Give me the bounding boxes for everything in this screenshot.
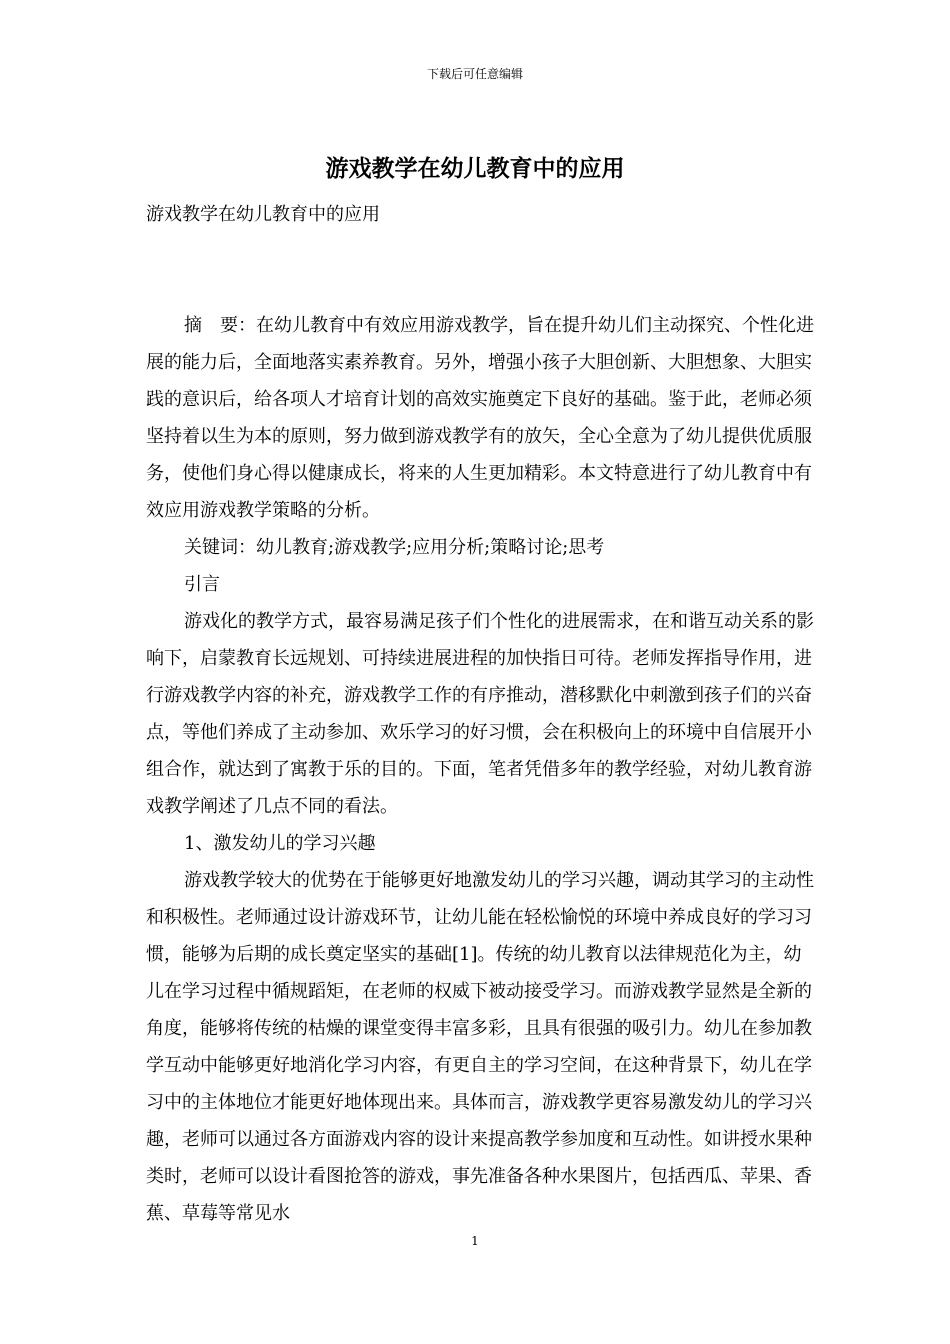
document-body [146,196,814,1232]
subtitle: 游戏教学在幼儿教育中的应用 [146,204,380,225]
section-1-paragraph: 游戏教学较大的优势在于能够更好地激发幼儿的学习兴趣，调动其学习的主动性和积极性。老师通过设计游戏环节，让幼儿能在轻松愉悦的环境中养成良好的学习习惯，能够为后期的成长奠定坚实的基础[1]。传统的幼儿教育以法律规范化为主，幼儿在学习过程中循规蹈矩，在老师的权威下被动接受学习。而游戏教学显然是全新的角度，能够将传统的枯燥的课堂变得丰富多彩，且具有很强的吸引力。幼儿在参加教学互动中能够更好地消化学习内容，有更自主的学习空间，在这种背景下，幼儿在学习中的主体地位才能更好地体现出来。具体而言，游戏教学更容易激发幼儿的学习兴趣，老师可以通过各方面游戏内容的设计来提高教学参加度和互动性。如讲授水果种类时，老师可以设计看图抢答的游戏，事先准备各种水果图片，包括西瓜、苹果、香蕉、草莓等常见水 [146,870,814,1224]
page-number: 1 [471,1234,479,1248]
blank-line [146,233,814,307]
intro-heading: 引言 [184,574,220,595]
document-title: 游戏教学在幼儿教育中的应用 [325,155,625,182]
keywords-line: 关键词：幼儿教育;游戏教学;应用分析;策略讨论;思考 [184,537,605,558]
intro-paragraph: 游戏化的教学方式，最容易满足孩子们个性化的进展需求，在和谐互动关系的影响下，启蒙教育长远规划、可持续进展进程的加快指日可待。老师发挥指导作用，进行游戏教学内容的补充，游戏教学工作的有序推动，潜移默化中刺激到孩子们的兴奋点，等他们养成了主动参加、欢乐学习的好习惯，会在积极向上的环境中自信展开小组合作，就达到了寓教于乐的目的。下面，笔者凭借多年的教学经验，对幼儿教育游戏教学阐述了几点不同的看法。 [146,611,814,817]
abstract-paragraph: 摘 要：在幼儿教育中有效应用游戏教学，旨在提升幼儿们主动探究、个性化进展的能力后，全面地落实素养教育。另外，增强小孩子大胆创新、大胆想象、大胆实践的意识后，给各项人才培育计划的高效实施奠定下良好的基础。鉴于此，老师必须坚持着以生为本的原则，努力做到游戏教学有的放矢，全心全意为了幼儿提供优质服务，使他们身心得以健康成长，将来的人生更加精彩。本文特意进行了幼儿教育中有效应用游戏教学策略的分析。 [146,315,814,521]
section-1-heading: 1、激发幼儿的学习兴趣 [184,833,376,854]
header-note: 下载后可任意编辑 [426,67,523,81]
